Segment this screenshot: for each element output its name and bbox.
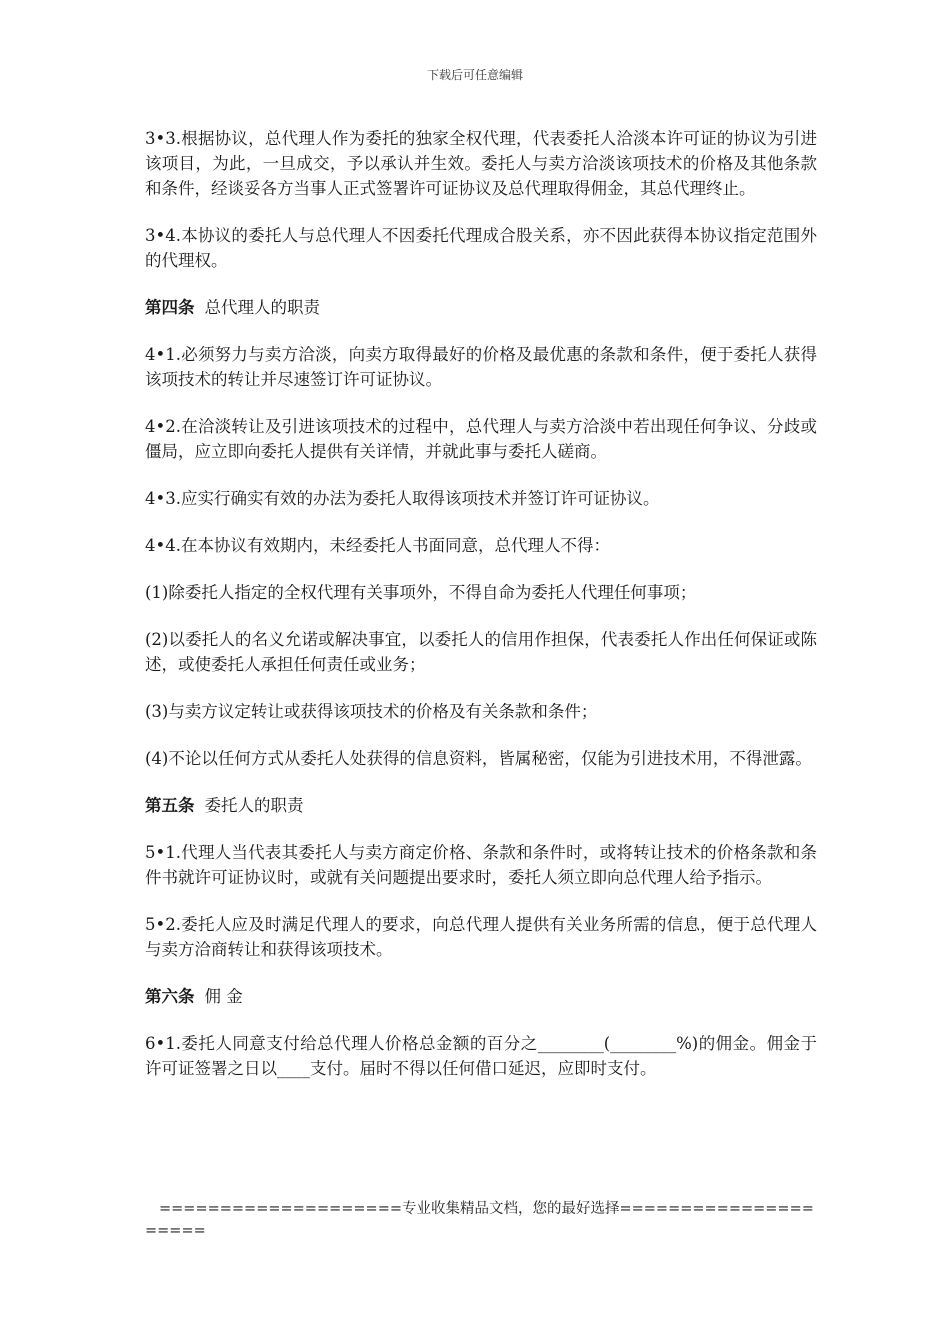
page-header: 下载后可任意编辑 xyxy=(426,68,523,82)
clause-6-1: 6•1.委托人同意支付给总代理人价格总金额的百分之________(________%)的佣金。佣金于许可证签署之日以____支付。届时不得以任何借口延迟，应即时支付。 xyxy=(145,1034,817,1078)
article-5-number: 第五条 xyxy=(145,796,195,815)
document-body xyxy=(145,126,817,1103)
article-4-number: 第四条 xyxy=(145,298,195,317)
clause-4-4-item-1: (1)除委托人指定的全权代理有关事项外，不得自命为委托人代理任何事项； xyxy=(145,583,697,602)
article-6-heading xyxy=(145,984,817,1009)
article-4-title: 总代理人的职责 xyxy=(204,298,320,317)
article-5-heading xyxy=(145,793,817,818)
clause-4-4-item-2: (2)以委托人的名义允诺或解决事宜，以委托人的信用作担保，代表委托人作出任何保证或陈述，或使委托人承担任何责任或业务； xyxy=(145,630,817,674)
clause-4-4-item-3: (3)与卖方议定转让或获得该项技术的价格及有关条款和条件； xyxy=(145,702,598,721)
clause-5-1: 5•1.代理人当代表其委托人与卖方商定价格、条款和条件时，或将转让技术的价格条款和条件书就许可证协议时，或就有关问题提出要求时，委托人须立即向总代理人给予指示。 xyxy=(145,843,817,887)
clause-4-4: 4•4.在本协议有效期内，未经委托人书面同意，总代理人不得： xyxy=(145,536,610,555)
article-6-title: 佣 金 xyxy=(204,987,243,1006)
article-4-heading xyxy=(145,295,817,320)
article-5-title: 委托人的职责 xyxy=(204,796,304,815)
clause-4-4-item-4: (4)不论以任何方式从委托人处获得的信息资料，皆属秘密，仅能为引进技术用，不得泄露。 xyxy=(145,749,812,768)
article-6-number: 第六条 xyxy=(145,987,195,1006)
clause-5-2: 5•2.委托人应及时满足代理人的要求，向总代理人提供有关业务所需的信息，便于总代理人与卖方洽商转让和获得该项技术。 xyxy=(145,915,817,959)
clause-4-2: 4•2.在洽淡转让及引进该项技术的过程中，总代理人与卖方洽淡中若出现任何争议、分歧或僵局，应立即向委托人提供有关详情，并就此事与委托人磋商。 xyxy=(145,417,817,461)
clause-3-4: 3•4.本协议的委托人与总代理人不因委托代理成合股关系，亦不因此获得本协议指定范围外的代理权。 xyxy=(145,226,817,270)
page-footer xyxy=(145,1198,817,1242)
clause-4-3: 4•3.应实行确实有效的办法为委托人取得该项技术并签订许可证协议。 xyxy=(145,489,660,508)
footer-text: ====================专业收集精品文档，您的最好选择===================== xyxy=(145,1201,814,1239)
clause-4-1: 4•1.必须努力与卖方洽淡，向卖方取得最好的价格及最优惠的条款和条件，便于委托人获得该项技术的转让并尽速签订许可证协议。 xyxy=(145,345,817,389)
clause-3-3: 3•3.根据协议，总代理人作为委托的独家全权代理，代表委托人洽淡本许可证的协议为引进该项目，为此，一旦成交，予以承认并生效。委托人与卖方洽淡该项技术的价格及其他条款和条件，经谈妥各方当事人正式签署许可证协议及总代理取得佣金，其总代理终止。 xyxy=(145,129,817,198)
